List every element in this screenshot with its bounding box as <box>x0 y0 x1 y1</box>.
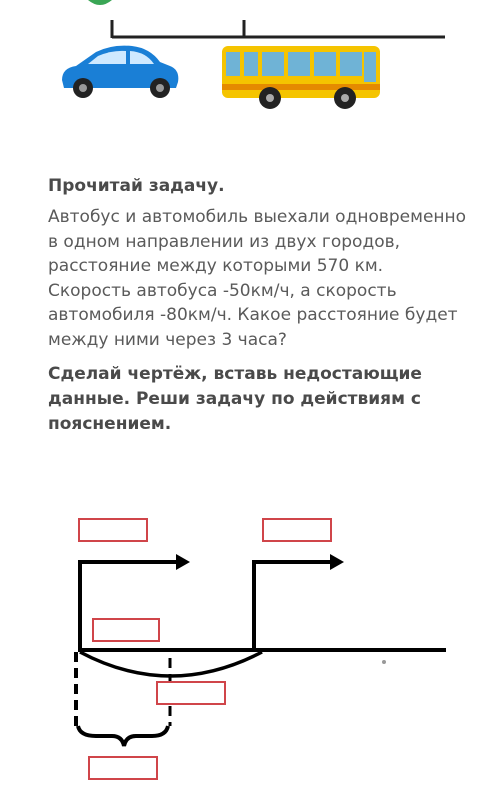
top-illustration <box>0 0 500 140</box>
right-arrow <box>252 562 332 650</box>
answer-box-arc[interactable] <box>156 681 226 705</box>
answer-box-distance[interactable] <box>92 618 160 642</box>
task-instruction: Сделай чертёж, вставь недостающие данные. Реши задачу по действиям с пояснением. <box>48 364 422 434</box>
yellow-bus-icon <box>222 46 380 109</box>
task-body: Автобус и автомобиль выехали одновременно в одном направлении из двух городов, расстояние между которыми 570 км. Скорость автобуса -50км/ч, а скорость автомобиля -80км/ч. Какое расстояние будет между ними через 3 часа? <box>48 207 467 350</box>
answer-box-result[interactable] <box>88 756 158 780</box>
task-text-block <box>48 174 468 437</box>
task-title: Прочитай задачу. <box>48 176 225 196</box>
dot-right <box>382 660 386 664</box>
bottom-brace <box>78 726 168 746</box>
left-arrowhead <box>176 554 190 570</box>
road-line <box>112 20 445 38</box>
answer-box-left-speed[interactable] <box>78 518 148 542</box>
green-circle-fragment <box>88 0 112 5</box>
answer-box-right-speed[interactable] <box>262 518 332 542</box>
motion-diagram <box>0 500 500 800</box>
blue-car-icon <box>62 46 178 98</box>
right-arrowhead <box>330 554 344 570</box>
